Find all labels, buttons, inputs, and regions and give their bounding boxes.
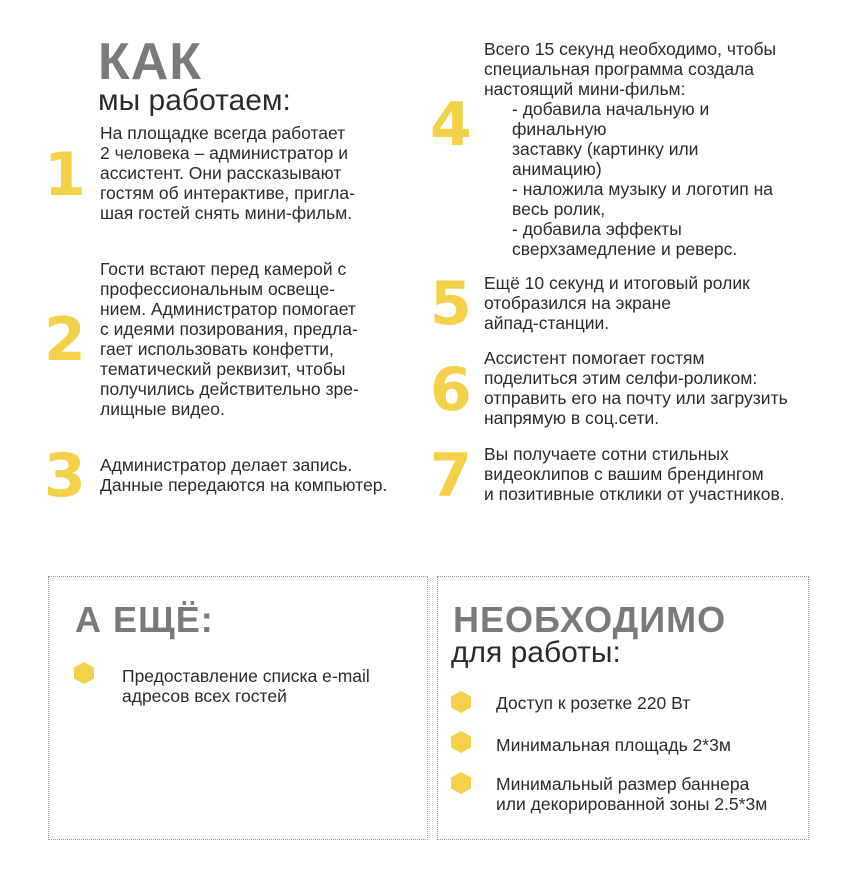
hexagon-bullet-icon	[451, 691, 471, 713]
requirement-item-2: Минимальная площадь 2*3м	[496, 735, 731, 755]
step-text-2: Гости встают перед камерой с профессиональным освеще- нием. Администратор помогает с идеями позирования, предла- гает использовать конфетти, тематический реквизит, чтобы получились действительно зре- лищные видео.	[100, 259, 359, 419]
step-number-6: 6	[430, 355, 472, 425]
hexagon-bullet-icon	[74, 662, 94, 684]
step-number-4: 4	[430, 90, 472, 160]
step-text-7: Вы получаете сотни стильных видеоклипов с вашим брендингом и позитивные отклики от участников.	[484, 444, 785, 504]
step-text-5: Ещё 10 секунд и итоговый ролик отобразился на экране айпад-станции.	[484, 273, 750, 333]
step-4-list	[512, 99, 832, 259]
step-number-2: 2	[44, 305, 86, 375]
requirement-item-3: Минимальный размер баннера или декорированной зоны 2.5*3м	[496, 774, 768, 814]
step-number-7: 7	[430, 441, 472, 511]
requirements-title: НЕОБХОДИМО	[453, 599, 727, 640]
hexagon-bullet-icon	[451, 731, 471, 753]
step-number-3: 3	[44, 441, 86, 511]
step-text-1: На площадке всегда работает 2 человека – администратор и ассистент. Они рассказывают гостям об интерактиве, пригла- шая гостей снять мини-фильм.	[100, 123, 355, 223]
list-item: - добавила начальную и финальную заставку (картинку или анимацию)	[512, 99, 710, 179]
step-text-4-intro: Всего 15 секунд необходимо, чтобы специальная программа создала настоящий мини-фильм:	[484, 39, 777, 99]
step-text-6: Ассистент помогает гостям поделиться этим селфи-роликом: отправить его на почту или загрузить напрямую в соц.сети.	[484, 348, 788, 428]
requirements-subtitle: для работы:	[451, 636, 621, 669]
requirement-item-1: Доступ к розетке 220 Вт	[496, 693, 691, 713]
page-title: КАК	[98, 33, 203, 91]
extras-title: А ЕЩЁ:	[75, 599, 214, 640]
step-number-5: 5	[430, 269, 472, 339]
extras-item-1: Предоставление списка e-mail адресов всех гостей	[122, 666, 370, 706]
hexagon-bullet-icon	[451, 772, 471, 794]
list-item: - наложила музыку и логотип на весь ролик,	[512, 179, 774, 219]
list-item: - добавила эффекты сверхзамедление и реверс.	[512, 219, 738, 259]
page-subtitle: мы работаем:	[98, 84, 291, 117]
step-text-3: Администратор делает запись. Данные передаются на компьютер.	[100, 455, 388, 495]
step-number-1: 1	[44, 140, 86, 210]
